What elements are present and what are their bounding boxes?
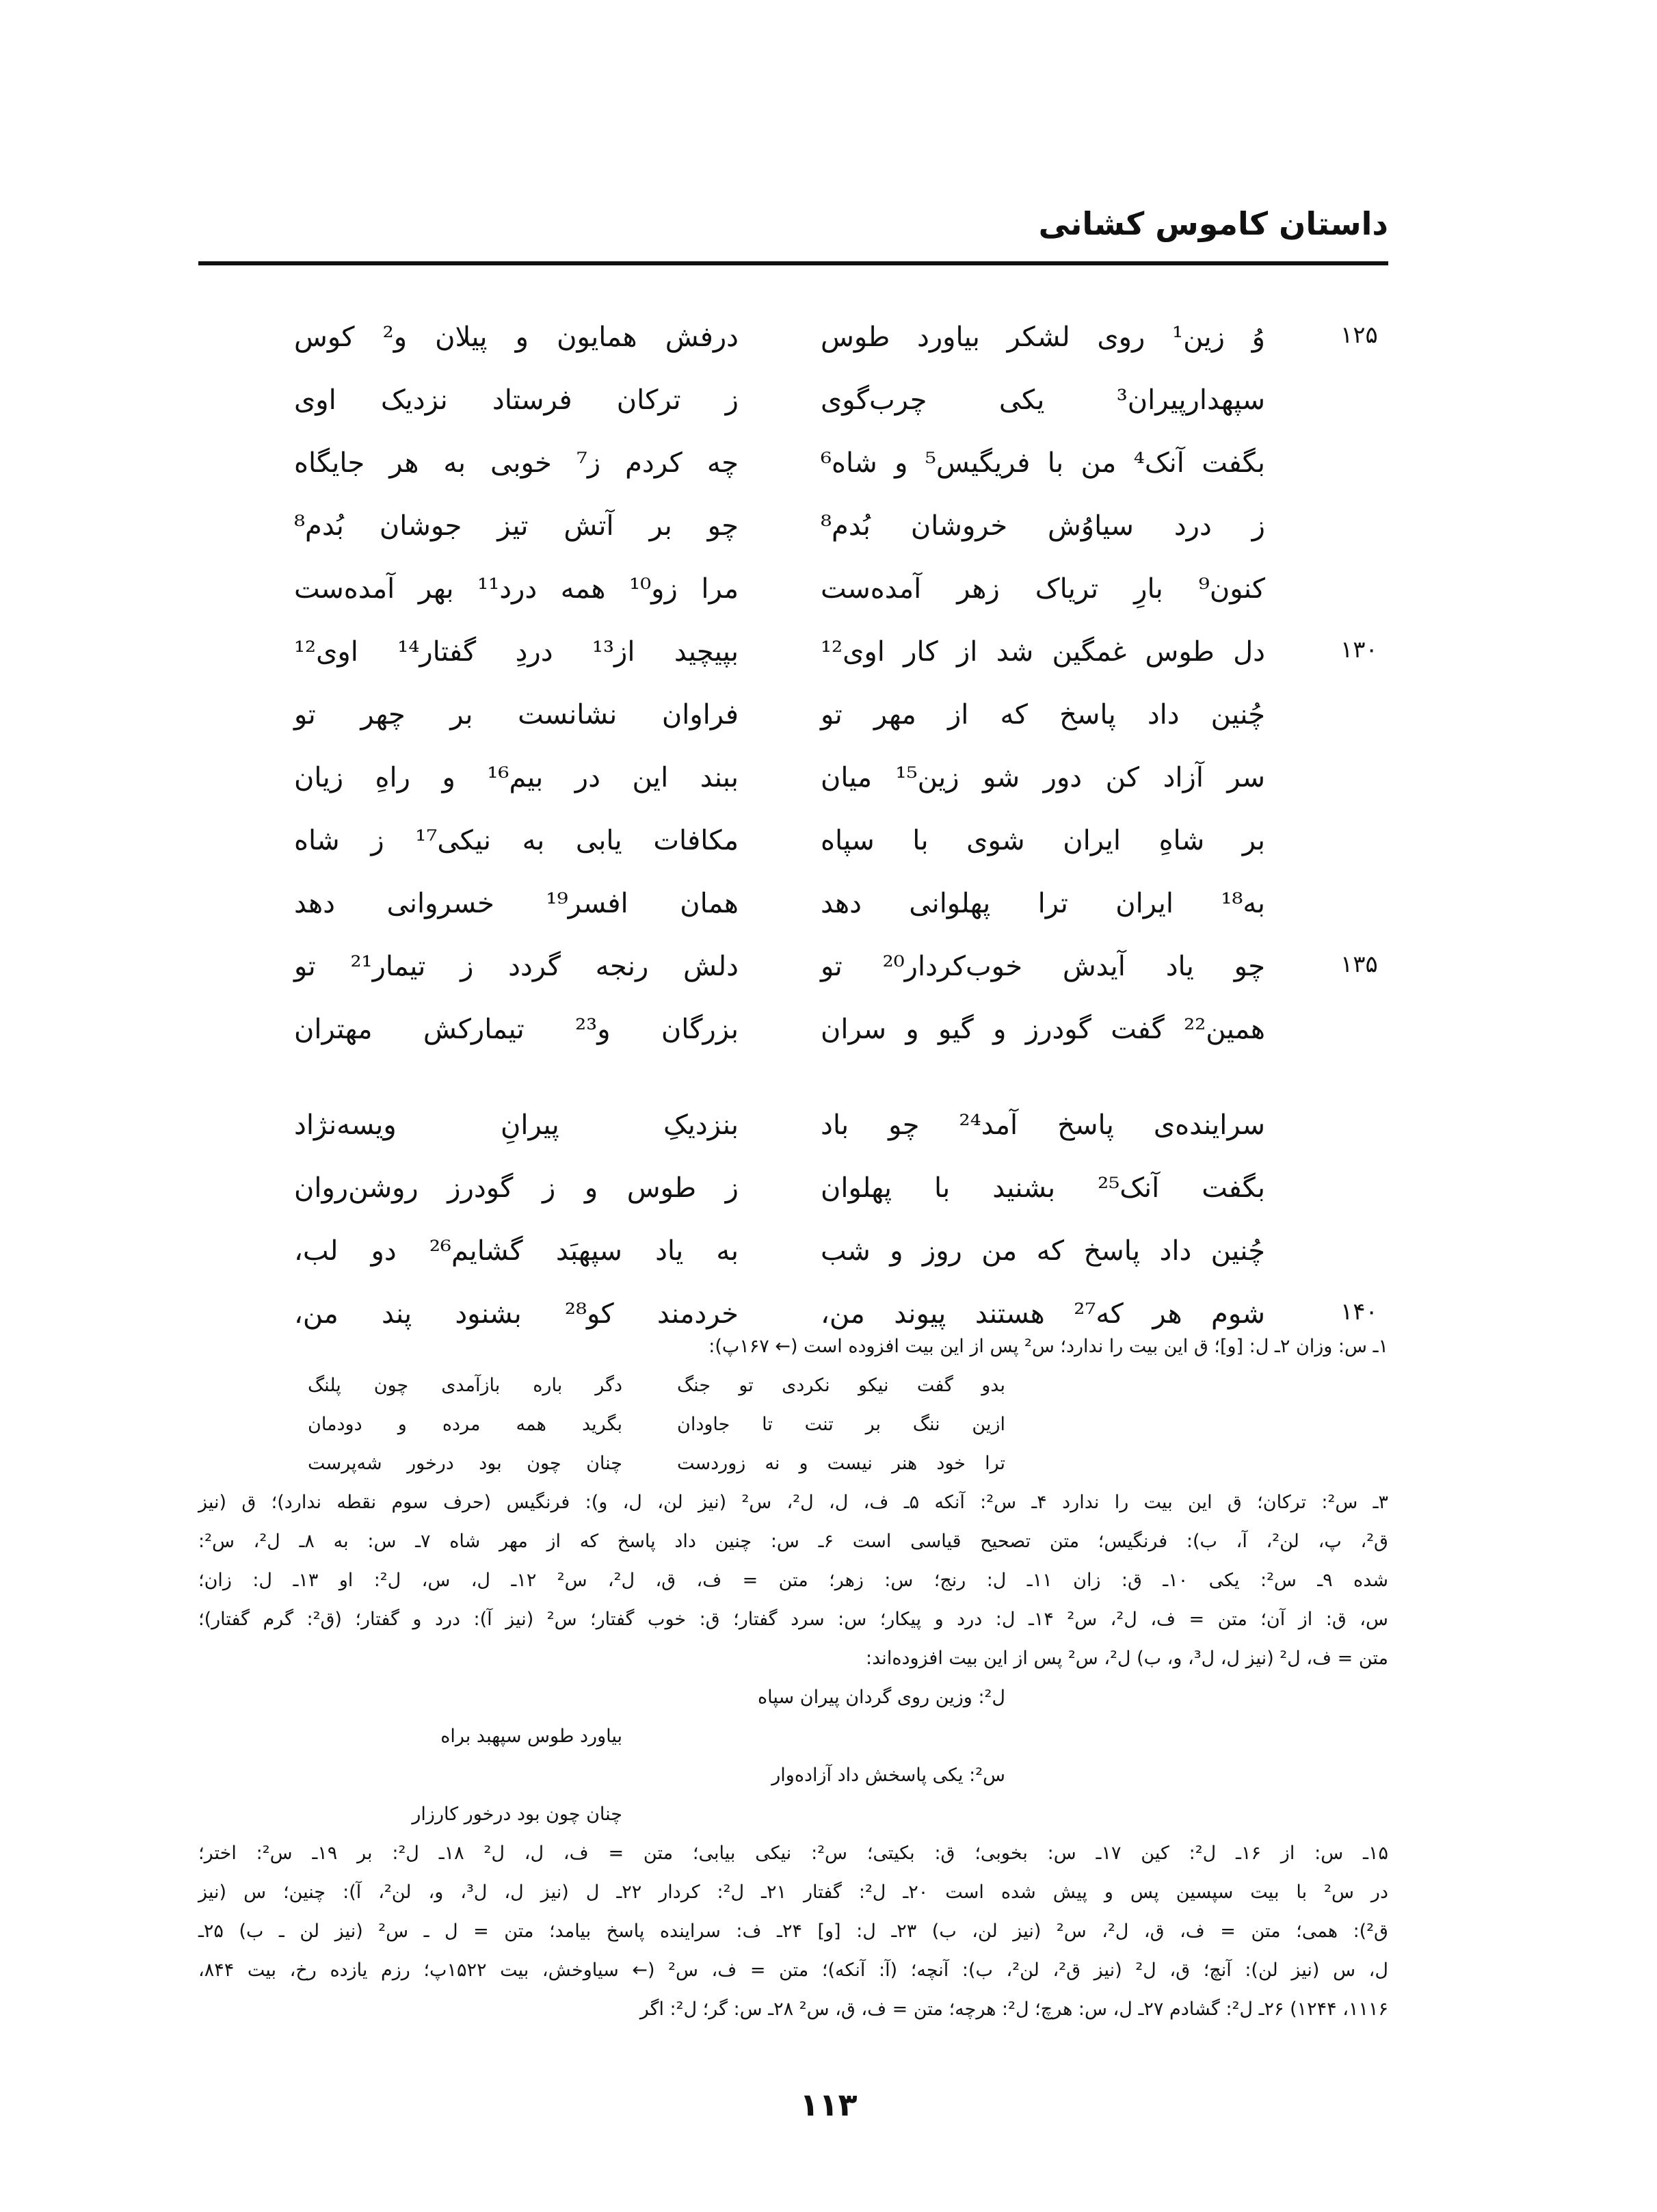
page-header <box>198 205 1388 267</box>
footnote-hemistich: بگرید همه مرده و دودمان <box>308 1414 622 1435</box>
couplet <box>294 1172 1422 1235</box>
footnote-hemistich: دگر باره بازآمدی چون پلنگ <box>308 1375 622 1396</box>
verse-number: ۱۳۵ <box>1340 951 1378 978</box>
footnote-couplet <box>198 1678 1388 1717</box>
footnote-line: ق²، پ، لن²، آ، ب): فرنگیس؛ متن تصحیح قیاسی است ۶ـ س: چنین داد پاسخ که از مهر شاه ۷ـ س: به ۸ـ ل²، س²: <box>198 1531 1388 1552</box>
second-hemistich: فراوان نشانست بر چهر تو <box>294 699 739 730</box>
footnote-couplet <box>198 1405 1388 1444</box>
first-hemistich: وُ زین¹ روی لشکر بیاورد طوس <box>821 321 1265 353</box>
first-hemistich: به¹⁸ ایران ترا پهلوانی دهد <box>821 888 1265 919</box>
first-hemistich: بگفت آنک⁴ من با فریگیس⁵ و شاه⁶ <box>821 447 1265 479</box>
second-hemistich: ز طوس و ز گودرز روشن‌روان <box>294 1172 739 1204</box>
second-hemistich: چه کردم ز⁷ خوبی به هر جایگاه <box>294 447 739 479</box>
footnote-line: ل، س (نیز لن): آنچ؛ ق، ل² (نیز ق²، لن²، ب): آنچه؛ (آ: آنکه)؛ متن = ف، س² (← سیاوخش، بیت ۱۵۲۲پ؛ رزم یازده رخ، بیت ۸۴۴، <box>198 1960 1388 1981</box>
footnote-line: س، ق: از آن؛ متن = ف، ل²، س² ۱۴ـ ل: درد و پیکار؛ س: سرد گفتار؛ ق: خوب گفتار؛ س² (نیز آ): درد و گفتار؛ (ق²: گرم گفتار)؛ <box>198 1609 1388 1630</box>
first-hemistich: چو یاد آیدش خوب‌کردار²⁰ تو <box>821 951 1265 982</box>
first-hemistich: کنون⁹ بارِ تریاک زهر آمده‌ست <box>821 573 1265 605</box>
footnote-hemistich <box>595 1756 1005 1795</box>
footnote-line: شده ۹ـ س²: یکی ۱۰ـ ق: زان ۱۱ـ ل: رنج؛ س: زهر؛ متن = ف، ق، ل²، س² ۱۲ـ ل، س، ل²: او ۱۳ـ ل: زان؛ <box>198 1570 1389 1591</box>
footnote-hemistich-text: یکی پاسخش داد آزاده‌وار <box>771 1765 964 1786</box>
verse-number: ۱۲۵ <box>1340 321 1378 349</box>
footnote-hemistich: چنان چون بود درخور کارزار <box>412 1804 622 1825</box>
manuscript-label: س²: <box>969 1765 1005 1786</box>
footnote-couplet <box>198 1756 1388 1795</box>
footnote-hemistich <box>595 1678 1005 1717</box>
first-hemistich: ز درد سیاوُش خروشان بُدم⁸ <box>821 510 1265 542</box>
footnote-hemistich-text: وزین روی گردان پیران سپاه <box>758 1687 972 1708</box>
footnote-couplet <box>198 1717 1388 1756</box>
couplet <box>294 636 1422 699</box>
couplet <box>294 825 1422 888</box>
couplet <box>294 1109 1422 1172</box>
first-hemistich: دل طوس غمگین شد از کار اوی¹² <box>821 636 1265 668</box>
footnote-line: ۱۵ـ س: از ۱۶ـ ل²: کین ۱۷ـ س: بخوبی؛ ق: بکیتی؛ س²: نیکی بیابی؛ متن = ف، ل، ل² ۱۸ـ ل²: بر ۱۹ـ س²: اختر؛ <box>198 1843 1388 1864</box>
second-hemistich: به یاد سپهبَد گشایم²⁶ دو لب، <box>294 1235 739 1267</box>
first-hemistich: چُنین داد پاسخ که من روز و شب <box>821 1235 1265 1267</box>
footnote-hemistich: چنان چون بود درخور شه‌پرست <box>308 1453 622 1474</box>
footnote-line: ق²): همی؛ متن = ف، ق، ل²، س² (نیز لن، ب) ۲۳ـ ل: [و] ۲۴ـ ف: سراینده پاسخ بیامد؛ متن = ل ـ س² (نیز لن ـ ب) ۲۵ـ <box>198 1921 1388 1942</box>
first-hemistich: شوم هر که²⁷ هستند پیوند من، <box>821 1298 1266 1330</box>
footnote-line: ۱ـ س: وزان ۲ـ ل: [و]؛ ق این بیت را ندارد؛ س² پس از این بیت افزوده است (← ۱۶۷پ): <box>708 1336 1388 1357</box>
footnote-line: در س² با بیت سپسین پس و پیش شده است ۲۰ـ ل²: گفتار ۲۱ـ ل²: کردار ۲۲ـ ل (نیز ل، ل³، و، لن²، آ): چنین؛ س (نیز <box>198 1882 1388 1903</box>
footnote-hemistich: ازین ننگ بر تنت تا جاودان <box>677 1414 1005 1435</box>
footnote-line: متن = ف، ل² (نیز ل، ل³، و، ب) ل²، س² پس از این بیت افزوده‌اند: <box>866 1648 1388 1669</box>
couplet <box>294 1235 1422 1298</box>
first-hemistich: سپهدارپیران³ یکی چرب‌گوی <box>821 384 1265 416</box>
verse-block <box>294 321 1422 1361</box>
second-hemistich: ببند این در بیم¹⁶ و راهِ زیان <box>294 762 739 793</box>
couplet <box>294 573 1422 636</box>
page-number: ۱۱۳ <box>799 2086 858 2123</box>
second-hemistich: همان افسر¹⁹ خسروانی دهد <box>294 888 739 919</box>
first-hemistich: سراینده‌ی پاسخ آمد²⁴ چو باد <box>821 1109 1265 1141</box>
first-hemistich: بر شاهِ ایران شوی با سپاه <box>821 825 1265 856</box>
first-hemistich: بگفت آنک²⁵ بشنید با پهلوان <box>821 1172 1265 1204</box>
running-title: داستان کاموس کشانی <box>1038 205 1388 242</box>
first-hemistich: همین²² گفت گودرز و گیو و سران <box>821 1014 1265 1045</box>
footnote-couplet <box>198 1444 1388 1483</box>
second-hemistich: ز ترکان فرستاد نزدیک اوی <box>294 384 739 416</box>
couplet <box>294 951 1422 1014</box>
footnote-couplet <box>198 1795 1388 1834</box>
couplet <box>294 888 1422 951</box>
second-hemistich: خردمند کو²⁸ بشنود پند من، <box>294 1298 739 1330</box>
couplet <box>294 321 1422 384</box>
manuscript-label: ل²: <box>978 1687 1005 1708</box>
footnote-couplet <box>198 1366 1388 1405</box>
second-hemistich: چو بر آتش تیز جوشان بُدم⁸ <box>294 510 739 542</box>
couplet <box>294 510 1422 573</box>
second-hemistich: بپیچید از¹³ دردِ گفتار¹⁴ اوی¹² <box>294 636 739 668</box>
footnote-line: ۳ـ س²: ترکان؛ ق این بیت را ندارد ۴ـ س²: آنکه ۵ـ ف، ل، ل²، س² (نیز لن، ل، و): فرنگیس (حرف سوم نقطه ندارد)؛ ق (نیز <box>198 1492 1389 1513</box>
header-rule <box>198 261 1388 265</box>
second-hemistich: درفش همایون و پیلان و² کوس <box>294 321 739 353</box>
second-hemistich: بزرگان و²³ تیمارکش مهتران <box>294 1014 739 1045</box>
footnote-line: ۱۱۱۶، ۱۲۴۴) ۲۶ـ ل²: گشادم ۲۷ـ ل، س: هرچ؛ ل²: هرچه؛ متن = ف، ق، س² ۲۸ـ س: گر؛ ل²: اگر <box>639 1999 1388 2020</box>
couplet <box>294 384 1422 447</box>
footnote-hemistich: ترا خود هنر نیست و نه زوردست <box>677 1453 1005 1474</box>
first-hemistich: سر آزاد کن دور شو زین¹⁵ میان <box>821 762 1265 793</box>
couplet <box>294 1014 1422 1077</box>
second-hemistich: بنزدیکِ پیرانِ ویسه‌نژاد <box>294 1109 739 1141</box>
second-hemistich: دلش رنجه گردد ز تیمار²¹ تو <box>294 951 739 982</box>
footnote-hemistich: بیاورد طوس سپهبد براه <box>440 1726 622 1747</box>
verse-number: ۱۳۰ <box>1340 636 1378 663</box>
second-hemistich: مرا زو¹⁰ همه درد¹¹ بهر آمده‌ست <box>294 573 739 605</box>
couplet <box>294 762 1422 825</box>
second-hemistich: مکافات یابی به نیکی¹⁷ ز شاه <box>294 825 739 856</box>
couplet <box>294 699 1422 762</box>
footnotes <box>198 1327 1388 2029</box>
couplet <box>294 447 1422 510</box>
footnote-hemistich: بدو گفت نیکو نکردی تو جنگ <box>677 1375 1005 1396</box>
verse-number: ۱۴۰ <box>1340 1298 1378 1326</box>
first-hemistich: چُنین داد پاسخ که از مهر تو <box>821 699 1265 730</box>
